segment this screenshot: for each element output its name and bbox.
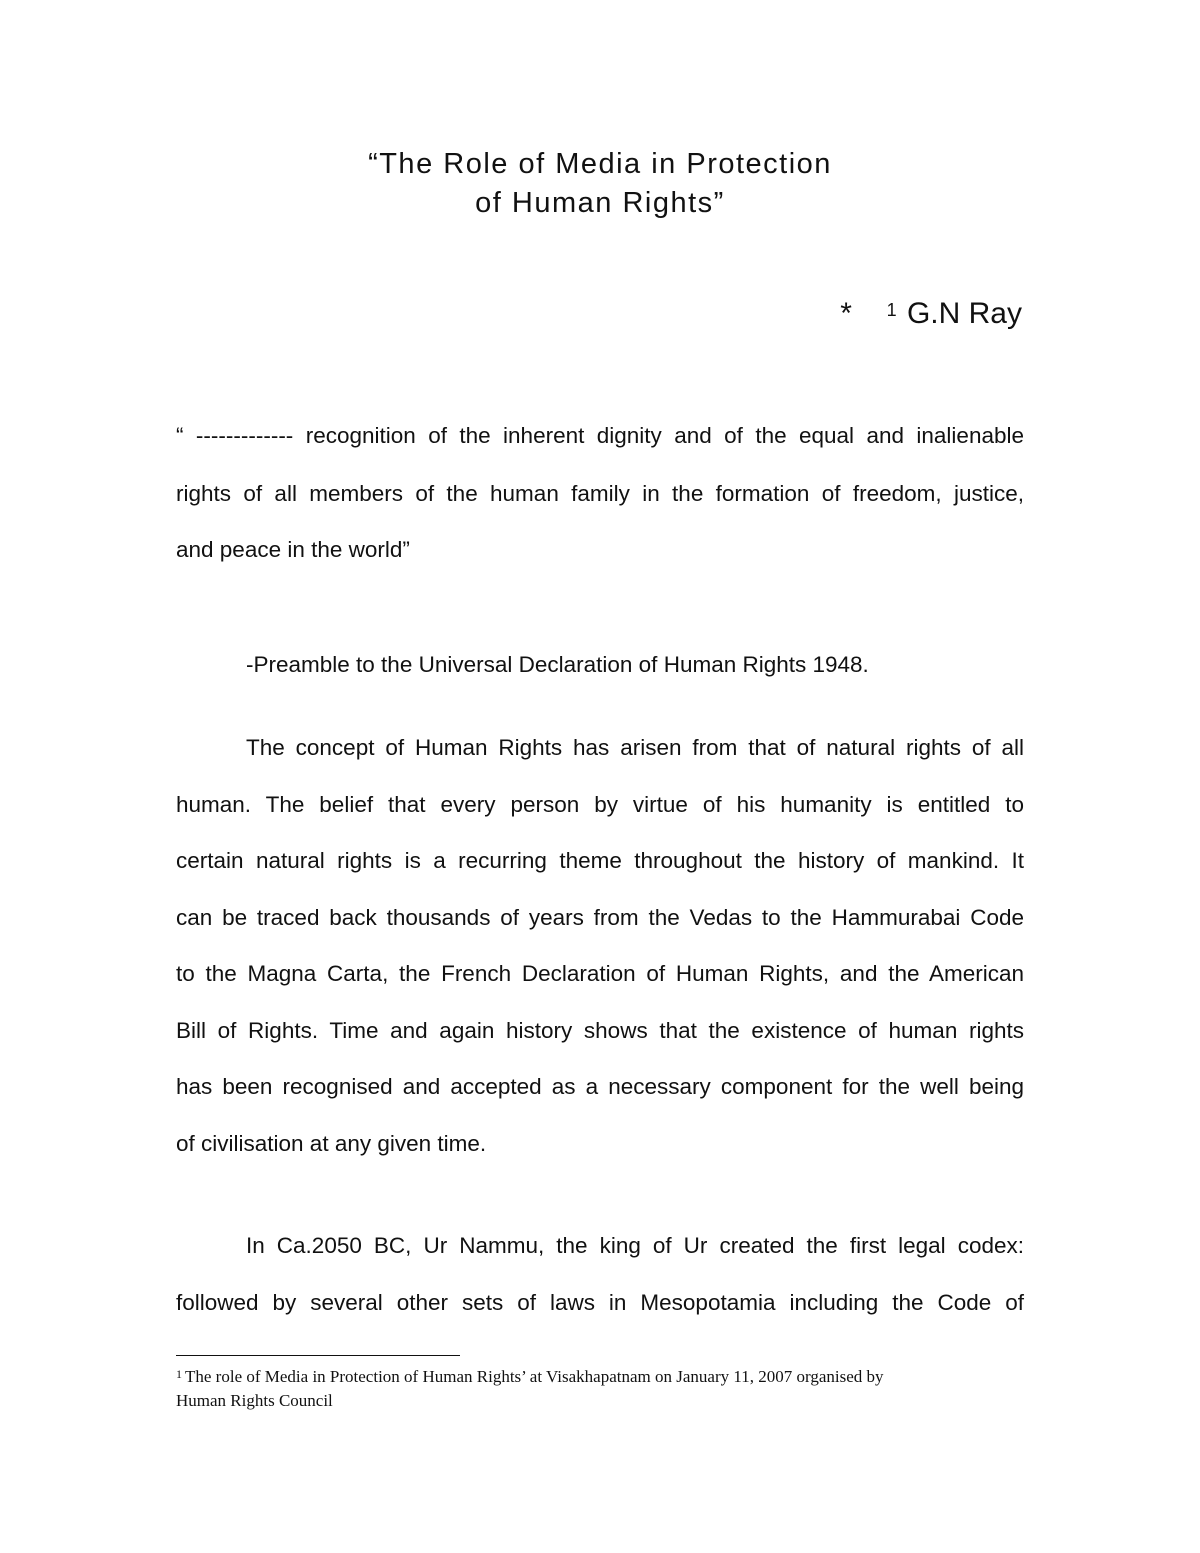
author-asterisk: * [840,297,852,330]
paragraph-line: Bill of Rights. Time and again history shows that the existence of human rights [176,1018,1024,1043]
epigraph-line: and peace in the world” [176,537,410,562]
document-title-line-1: “The Role of Media in Protection [368,148,832,180]
epigraph-line: rights of all members of the human family in the formation of freedom, justice, [176,481,1024,506]
paragraph-line: The concept of Human Rights has arisen from that of natural rights of all [246,735,1024,760]
footnote-text-1: The role of Media in Protection of Human Rights’ at Visakhapatnam on January 11, 2007 organised by [185,1367,884,1386]
paragraph-line: has been recognised and accepted as a necessary component for the well being [176,1074,1024,1099]
footnote-separator [176,1355,460,1356]
footnote-line-1 [176,1366,1024,1388]
author-footnote-mark: 1 [886,300,897,320]
epigraph-line: “ ------------- recognition of the inherent dignity and of the equal and inalienable [176,423,1024,448]
paragraph-line: to the Magna Carta, the French Declaration of Human Rights, and the American [176,961,1024,986]
paragraph-line: followed by several other sets of laws in Mesopotamia including the Code of [176,1290,1024,1315]
footnote-mark: 1 [176,1367,182,1381]
paragraph-line: certain natural rights is a recurring theme throughout the history of mankind. It [176,848,1024,873]
document-title-line-2: of Human Rights” [475,187,725,219]
paragraph-line: In Ca.2050 BC, Ur Nammu, the king of Ur created the first legal codex: [246,1233,1024,1258]
epigraph-attribution: -Preamble to the Universal Declaration of Human Rights 1948. [246,652,869,677]
paragraph-line: human. The belief that every person by virtue of his humanity is entitled to [176,792,1024,817]
author-line [840,292,1022,336]
author-name: G.N Ray [906,297,1022,330]
paragraph-line: can be traced back thousands of years from the Vedas to the Hammurabai Code [176,905,1024,930]
footnote-line-2: Human Rights Council [176,1391,333,1410]
paragraph-line: of civilisation at any given time. [176,1131,487,1156]
